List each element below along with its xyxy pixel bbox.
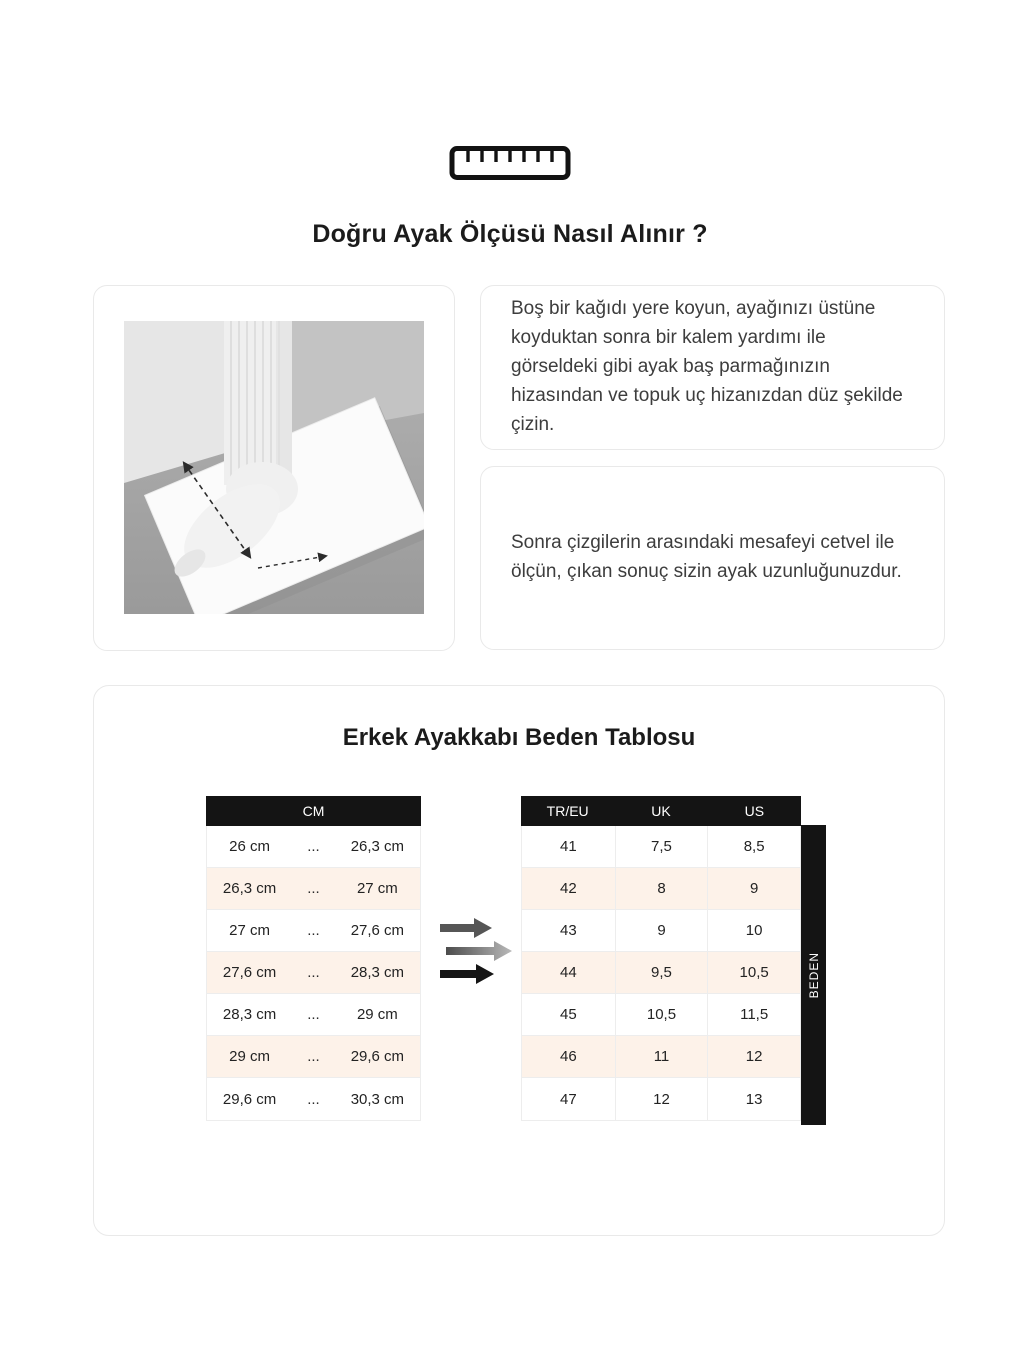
cm-separator: ...: [307, 880, 320, 897]
size-us: 10: [707, 910, 800, 951]
table-row: [522, 910, 800, 952]
size-treu: 47: [559, 1090, 577, 1108]
cm-to: 26,3 cm: [350, 838, 405, 855]
cm-separator: ...: [307, 922, 320, 939]
table-row: [522, 868, 800, 910]
ruler-icon: [448, 144, 572, 182]
size-table-header: [521, 796, 801, 826]
table-row: [522, 826, 800, 868]
cm-to: 28,3 cm: [350, 964, 405, 981]
instruction-step-2-text: Sonra çizgilerin arasındaki mesafeyi cetvel ile ölçün, çıkan sonuç sizin ayak uzunluğunuzdur.: [511, 532, 902, 582]
cm-from: 28,3 cm: [222, 1006, 277, 1023]
cm-to: 27 cm: [356, 880, 398, 897]
size-header-treu: TR/EU: [546, 803, 589, 819]
cm-to: 29,6 cm: [350, 1048, 405, 1065]
size-header-us: US: [744, 803, 765, 819]
size-treu: 45: [559, 1006, 577, 1023]
size-treu: 44: [559, 964, 577, 981]
cm-to: 27,6 cm: [350, 922, 405, 939]
instruction-step-2: [480, 466, 945, 650]
cm-from: 27,6 cm: [222, 964, 277, 981]
cm-separator: ...: [307, 1006, 320, 1023]
beden-vertical-bar: [801, 825, 826, 1125]
size-uk: 8: [615, 868, 708, 909]
table-row: [207, 994, 420, 1036]
cm-separator: ...: [307, 964, 320, 981]
beden-label: BEDEN: [806, 951, 821, 999]
page-title: Doğru Ayak Ölçüsü Nasıl Alınır ?: [312, 220, 708, 248]
cm-from: 29 cm: [229, 1048, 271, 1065]
size-header-uk: UK: [651, 803, 671, 819]
size-table: [521, 796, 801, 1121]
table-row: [207, 826, 420, 868]
cm-from: 27 cm: [229, 922, 271, 939]
cm-from: 26,3 cm: [222, 880, 277, 897]
table-row: [207, 868, 420, 910]
cm-table-body: [206, 826, 421, 1121]
size-us: 12: [707, 1036, 800, 1077]
size-uk: 9,5: [615, 952, 708, 993]
cm-to: 30,3 cm: [350, 1090, 405, 1108]
cm-from: 29,6 cm: [222, 1090, 277, 1108]
size-uk: 12: [615, 1078, 708, 1120]
size-us: 11,5: [707, 994, 800, 1035]
size-chart-card: [93, 685, 945, 1236]
cm-table: [206, 796, 421, 1121]
cm-separator: ...: [307, 838, 320, 855]
instruction-step-1-text: Boş bir kağıdı yere koyun, ayağınızı üstüne koyduktan sonra bir kalem yardımı ile görseldeki gibi ayak baş parmağınızın hizasından ve topuk uç hizanızdan düz şekilde çizin.: [511, 298, 903, 435]
size-us: 9: [707, 868, 800, 909]
size-uk: 10,5: [615, 994, 708, 1035]
transfer-arrows-icon: [438, 916, 518, 988]
size-us: 10,5: [707, 952, 800, 993]
table-row: [522, 952, 800, 994]
table-row: [522, 994, 800, 1036]
cm-header-label: CM: [302, 803, 325, 819]
table-row: [522, 1036, 800, 1078]
table-row: [207, 1036, 420, 1078]
cm-from: 26 cm: [229, 838, 271, 855]
size-uk: 7,5: [615, 826, 708, 867]
size-uk: 9: [615, 910, 708, 951]
size-treu: 46: [559, 1048, 577, 1065]
table-row: [207, 910, 420, 952]
instruction-step-1: [480, 285, 945, 450]
size-uk: 11: [615, 1036, 708, 1077]
cm-separator: ...: [307, 1048, 320, 1065]
measurement-photo-card: [93, 285, 455, 651]
cm-table-header: [206, 796, 421, 826]
cm-separator: ...: [307, 1090, 320, 1108]
table-row: [207, 1078, 420, 1120]
size-treu: 42: [559, 880, 577, 897]
size-us: 8,5: [707, 826, 800, 867]
ruler-icon-wrap: [0, 144, 1020, 182]
size-treu: 43: [559, 922, 577, 939]
size-us: 13: [707, 1078, 800, 1120]
table-row: [207, 952, 420, 994]
cm-to: 29 cm: [356, 1006, 398, 1023]
table-row: [522, 1078, 800, 1120]
foot-measurement-photo: [124, 321, 424, 614]
size-chart-title: Erkek Ayakkabı Beden Tablosu: [342, 724, 696, 751]
size-treu: 41: [559, 838, 577, 855]
size-table-body: [521, 826, 801, 1121]
